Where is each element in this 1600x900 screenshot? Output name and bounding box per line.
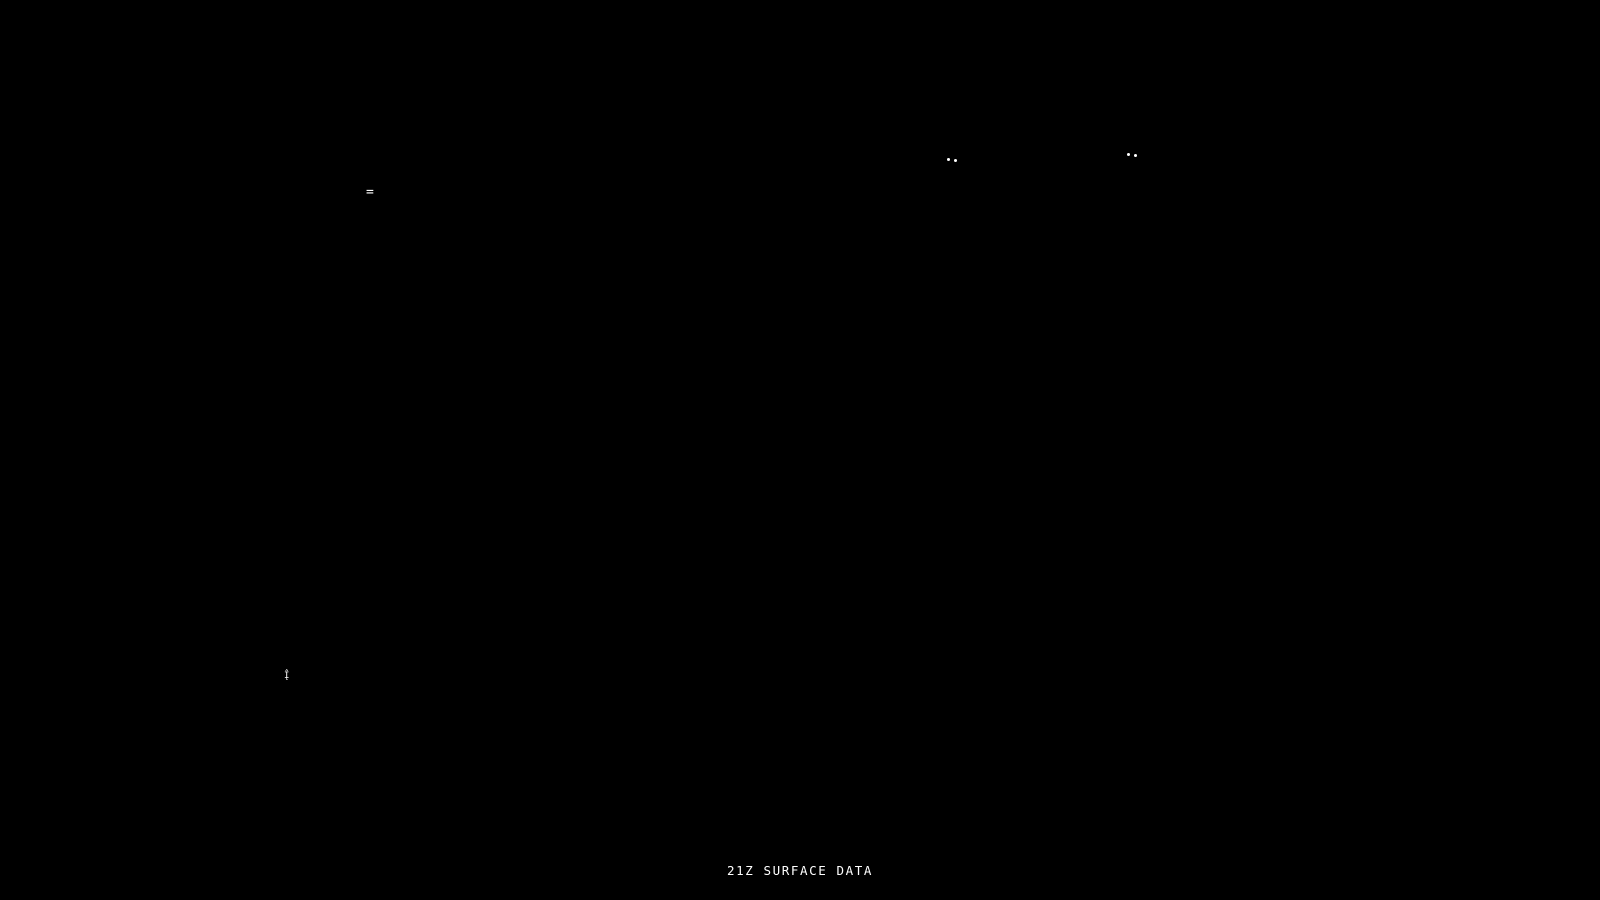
map-title-label: 21Z SURFACE DATA [726, 863, 873, 878]
station-dot-icon [947, 158, 950, 161]
station-dot-icon [1127, 153, 1130, 156]
map-marker-equals-icon: = [366, 185, 374, 200]
station-dot-icon [954, 159, 957, 162]
station-dot-icon [1134, 154, 1137, 157]
map-marker-plot-symbol-icon: Į̂ [284, 671, 290, 681]
